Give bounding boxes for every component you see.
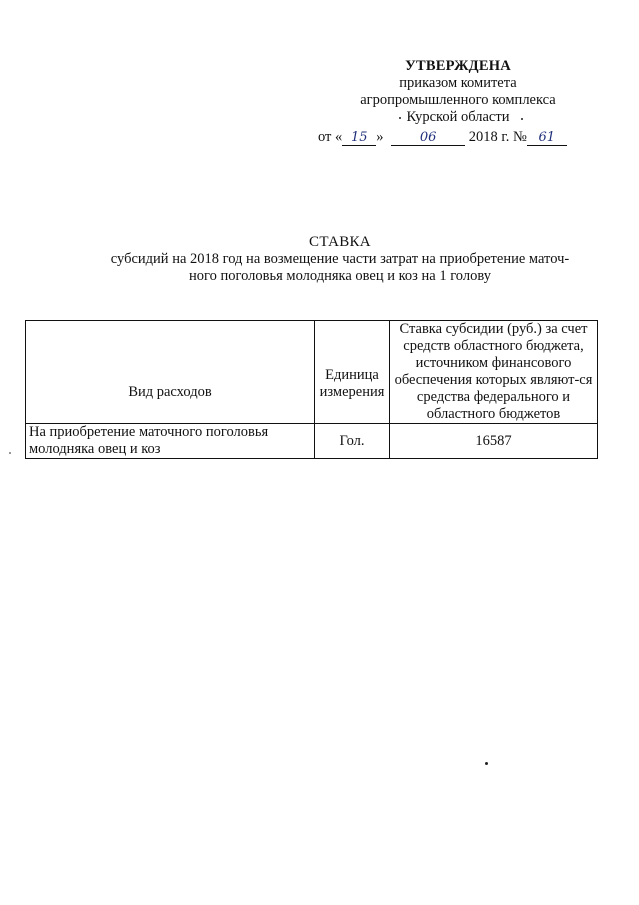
approval-line-region: Курской области <box>406 109 510 125</box>
approval-title: УТВЕРЖДЕНА <box>405 58 511 74</box>
subsidy-rate-table <box>25 320 598 459</box>
handwritten-day: 15 <box>342 131 376 146</box>
handwritten-number: 61 <box>527 131 567 146</box>
scan-speck <box>485 762 488 765</box>
scan-speck <box>521 118 523 120</box>
document-subtitle-line-2: ного поголовья молодняка овец и коз на 1 голову <box>189 268 491 284</box>
date-prefix: от « <box>318 129 343 145</box>
approval-block <box>318 58 578 126</box>
document-heading <box>40 234 639 285</box>
approval-line-committee: агропромышленного комплекса <box>360 92 556 108</box>
cell-expense: На приобретение маточного поголовья молодняка овец и коз <box>26 424 315 459</box>
header-subsidy-rate: Ставка субсидии (руб.) за счет средств областного бюджета, источником финансового обеспечения которых являют-ся средства федерального и областного бюджетов <box>390 321 598 424</box>
header-unit: Единица измерения <box>315 321 390 424</box>
handwritten-month: 06 <box>391 131 465 146</box>
date-year-number: 2018 г. № <box>468 129 527 145</box>
document-title: СТАВКА <box>309 234 371 250</box>
scan-speck <box>9 452 11 454</box>
scan-speck <box>399 117 401 119</box>
approval-line-order: приказом комитета <box>399 75 517 91</box>
table-row <box>26 424 598 459</box>
header-expense-type: Вид расходов <box>26 321 315 424</box>
cell-unit: Гол. <box>315 424 390 459</box>
date-day-close: » <box>376 129 384 145</box>
cell-rate: 16587 <box>390 424 598 459</box>
table-header-row <box>26 321 598 424</box>
document-subtitle-line-1: субсидий на 2018 год на возмещение части затрат на приобретение маточ- <box>110 251 570 267</box>
approval-date-line <box>318 129 567 146</box>
